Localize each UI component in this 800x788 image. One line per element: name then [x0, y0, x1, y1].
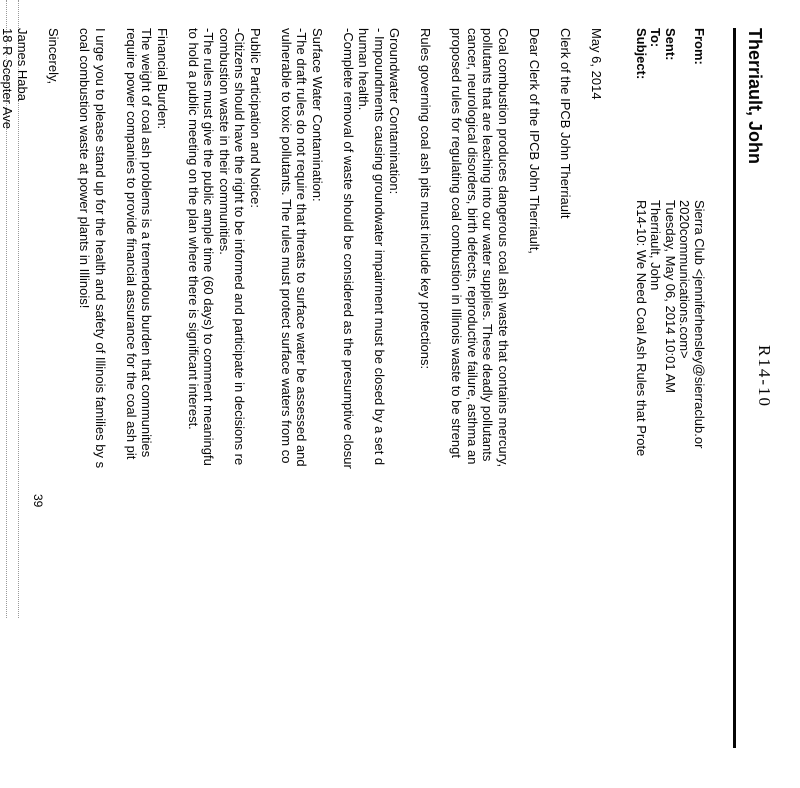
sent-label: Sent: — [663, 28, 678, 61]
page-number: 39 — [31, 494, 45, 508]
surface-water-line: vulnerable to toxic pollutants. The rules must protect surface waters from co — [279, 28, 294, 464]
from-value-continuation: 2020communications.com> — [677, 200, 693, 359]
letter-salutation: Dear Clerk of the IPCB John Therriault, — [527, 28, 542, 254]
intro-line: proposed rules for regulating coal combustion in Illinois waste to be strengt — [449, 28, 465, 458]
to-value: Therriault, John — [648, 200, 664, 291]
participation-line: to hold a public meeting on the plan where there is significant interest. — [186, 28, 201, 430]
groundwater-heading: Groundwater Contamination: — [387, 28, 403, 195]
participation-line: -The rules must give the public ample time (60 days) to comment meaningfu — [201, 28, 217, 466]
email-header-values — [634, 200, 707, 456]
participation-line: -Citizens should have the right to be informed and participate in decisions re — [232, 28, 248, 466]
surface-water-heading: Surface Water Contamination: — [310, 28, 325, 202]
from-label-continuation — [677, 28, 692, 79]
from-value: Sierra Club <jenniferhensley@sierraclub.or — [692, 200, 707, 449]
intro-line: cancer, neurological disorders, birth defects, reproductive failure, asthma an — [465, 28, 480, 465]
document-id: R14-10 — [755, 345, 774, 408]
letter-date: May 6, 2014 — [589, 28, 604, 100]
letter-body — [0, 28, 604, 788]
letter-recipient: Clerk of the IPCB John Therriault — [558, 28, 573, 219]
signoff: Sincerely, — [46, 28, 62, 85]
signature-name: James Haba — [15, 28, 31, 101]
closing-line: coal combustion waste at power plants in Illinois! — [77, 28, 93, 309]
financial-heading: Financial Burden: — [155, 28, 170, 130]
surface-water-line: -The draft rules do not require that threats to surface water be assessed and — [294, 28, 310, 467]
rules-line: Rules governing coal ash pits must include key protections: — [418, 28, 434, 370]
groundwater-line: human health. — [356, 28, 372, 111]
sent-value: Tuesday, May 06, 2014 10:01 AM — [663, 200, 678, 393]
financial-line: require power companies to provide financial assurance for the coal ash pit — [124, 28, 139, 460]
signature-address: 18 R Scepter Ave — [0, 28, 15, 129]
groundwater-line: -Complete removal of waste should be considered as the presumptive closur — [341, 28, 356, 469]
groundwater-line: - Impoundments causing groundwater impairment must be closed by a set d — [372, 28, 387, 466]
participation-heading: Public Participation and Notice: — [248, 28, 263, 208]
recipient-name-heading: Therriault, John — [745, 28, 765, 165]
from-label: From: — [692, 28, 707, 65]
financial-line: The weight of coal ash problems is a tremendous burden that communities — [139, 28, 155, 458]
intro-line: Coal combustion produces dangerous coal ash waste that contains mercury, — [496, 28, 511, 468]
participation-line: combustion waste in their communities. — [217, 28, 232, 255]
heading-rule — [733, 28, 736, 748]
subject-value: R14-10: We Need Coal Ash Rules that Prote — [634, 200, 649, 457]
subject-label: Subject: — [634, 28, 649, 80]
closing-line: I urge you to please stand up for the health and safety of Illinois families by s — [93, 28, 108, 469]
intro-line: pollutants that are leaching into our water supplies. These deadly pollutants — [480, 28, 496, 462]
to-label: To: — [648, 28, 664, 48]
email-header-labels — [634, 28, 707, 79]
